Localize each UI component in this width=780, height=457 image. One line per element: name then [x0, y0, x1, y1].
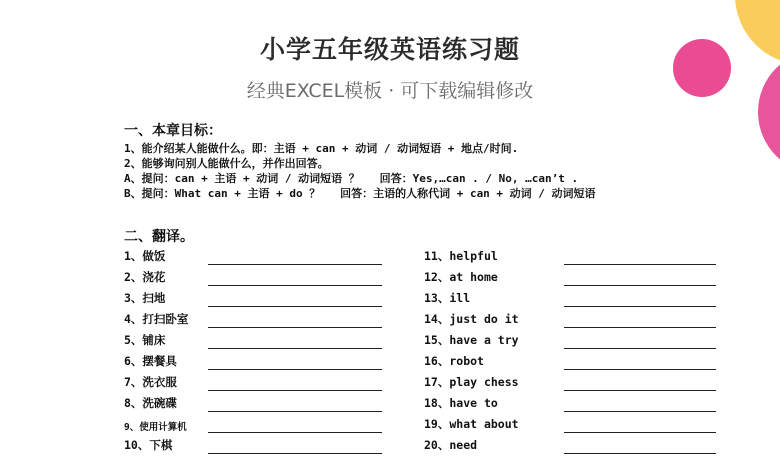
translation-item-left [124, 353, 384, 373]
translation-item-right [424, 290, 724, 310]
item-label: 17、play chess [424, 375, 519, 389]
goal-line-b: B、提问：What can + 主语 + do ？ 回答：主语的人称代词 + can + 动词 / 动词短语 [124, 187, 596, 200]
answer-blank[interactable] [564, 453, 716, 454]
answer-blank[interactable] [564, 264, 716, 265]
answer-blank[interactable] [564, 411, 716, 412]
answer-blank[interactable] [564, 390, 716, 391]
answer-blank[interactable] [564, 369, 716, 370]
item-label: 12、at home [424, 270, 498, 284]
item-label: 13、ill [424, 291, 471, 305]
answer-blank[interactable] [564, 348, 716, 349]
answer-blank[interactable] [208, 411, 382, 412]
translation-item-right [424, 269, 724, 289]
answer-blank[interactable] [208, 369, 382, 370]
item-label: 8、洗碗碟 [124, 396, 177, 410]
answer-blank[interactable] [208, 453, 382, 454]
answer-blank[interactable] [564, 306, 716, 307]
translation-item-left [124, 269, 384, 289]
translation-item-left [124, 332, 384, 352]
translation-item-left [124, 437, 384, 457]
item-label: 5、铺床 [124, 333, 166, 347]
answer-blank[interactable] [564, 432, 716, 433]
answer-blank[interactable] [564, 327, 716, 328]
translation-item-left [124, 290, 384, 310]
goal-line-a: A、提问：can + 主语 + 动词 / 动词短语 ？ 回答：Yes,…can . / No, …can’t . [124, 172, 579, 185]
answer-blank[interactable] [208, 285, 382, 286]
item-label: 9、使用计算机 [124, 422, 187, 433]
translation-item-right [424, 248, 724, 268]
answer-blank[interactable] [208, 264, 382, 265]
translation-item-left [124, 248, 384, 268]
translation-item-left [124, 395, 384, 415]
page-title: 小学五年级英语练习题 [259, 35, 520, 64]
translation-item-left [124, 311, 384, 331]
section2-heading: 二、翻译。 [124, 229, 194, 245]
item-label: 3、扫地 [124, 291, 166, 305]
answer-blank[interactable] [208, 327, 382, 328]
translation-item-right [424, 374, 724, 394]
item-label: 4、打扫卧室 [124, 312, 189, 326]
item-label: 2、浇花 [124, 270, 166, 284]
item-label: 14、just do it [424, 312, 519, 326]
translation-item-left [124, 416, 384, 436]
item-label: 19、what about [424, 417, 519, 431]
item-label: 10、下棋 [124, 438, 173, 452]
page-subtitle: 经典EXCEL模板 · 可下载编辑修改 [246, 80, 534, 102]
item-label: 20、need [424, 438, 478, 452]
translation-item-right [424, 332, 724, 352]
answer-blank[interactable] [208, 306, 382, 307]
answer-blank[interactable] [564, 285, 716, 286]
translation-item-right [424, 416, 724, 436]
answer-blank[interactable] [208, 432, 382, 433]
item-label: 6、摆餐具 [124, 354, 177, 368]
translation-item-right [424, 437, 724, 457]
translation-item-right [424, 353, 724, 373]
answer-blank[interactable] [208, 348, 382, 349]
item-label: 11、helpful [424, 249, 498, 263]
answer-blank[interactable] [208, 390, 382, 391]
section1-heading: 一、本章目标： [124, 123, 222, 139]
item-label: 18、have to [424, 396, 498, 410]
goal-line-2: 2、能够询问别人能做什么，并作出回答。 [124, 157, 329, 170]
translation-item-right [424, 311, 724, 331]
pink-circle-large [758, 50, 780, 174]
item-label: 15、have a try [424, 333, 519, 347]
translation-item-right [424, 395, 724, 415]
translation-item-left [124, 374, 384, 394]
item-label: 16、robot [424, 354, 484, 368]
item-label: 1、做饭 [124, 249, 166, 263]
item-label: 7、洗衣服 [124, 375, 177, 389]
goal-line-1: 1、能介绍某人能做什么。即：主语 + can + 动词 / 动词短语 + 地点/时间. [124, 142, 519, 155]
